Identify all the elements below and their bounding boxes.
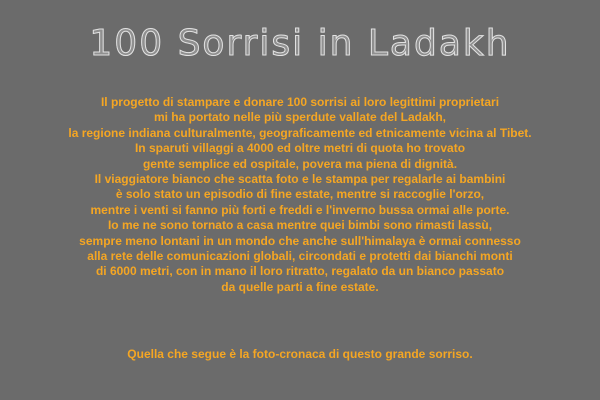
paragraph-line: di 6000 metri, con in mano il loro ritratto, regalato da un bianco passato [95,264,505,279]
paragraph-line: mentre i venti si fanno più forti e freddi e l'inverno bussa ormai alle porte. [90,202,510,217]
paragraph-line: Il viaggiatore bianco che scatta foto e le stampa per regalarle ai bambini [94,172,506,187]
paragraph-line: In sparuti villaggi a 4000 ed oltre metri di quota ho trovato [134,141,466,156]
paragraph-line: è solo stato un episodio di fine estate, mentre si raccoglie l'orzo, [115,187,485,202]
page-title: 100 Sorrisi in Ladakh [89,23,511,64]
intro-paragraph [0,95,600,295]
paragraph-line: la regione indiana culturalmente, geograficamente ed etnicamente vicina al Tibet. [68,125,532,140]
paragraph-line: da quelle parti a fine estate. [221,279,379,294]
paragraph-line: Io me ne sono tornato a casa mentre quei bimbi sono rimasti lassù, [107,218,493,233]
paragraph-line: gente semplice ed ospitale, povera ma piena di dignità. [142,156,458,171]
paragraph-line: Il progetto di stampare e donare 100 sorrisi ai loro legittimi proprietari [100,95,500,109]
paragraph-line: alla rete delle comunicazioni globali, circondati e protetti dai bianchi monti [87,249,513,264]
paragraph-line: mi ha portato nelle più sperdute vallate del Ladakh, [153,110,447,125]
paragraph-line: sempre meno lontani in un mondo che anche sull'himalaya è ormai connesso [79,233,521,248]
closing-line: Quella che segue è la foto-cronaca di questo grande sorriso. [127,347,473,361]
